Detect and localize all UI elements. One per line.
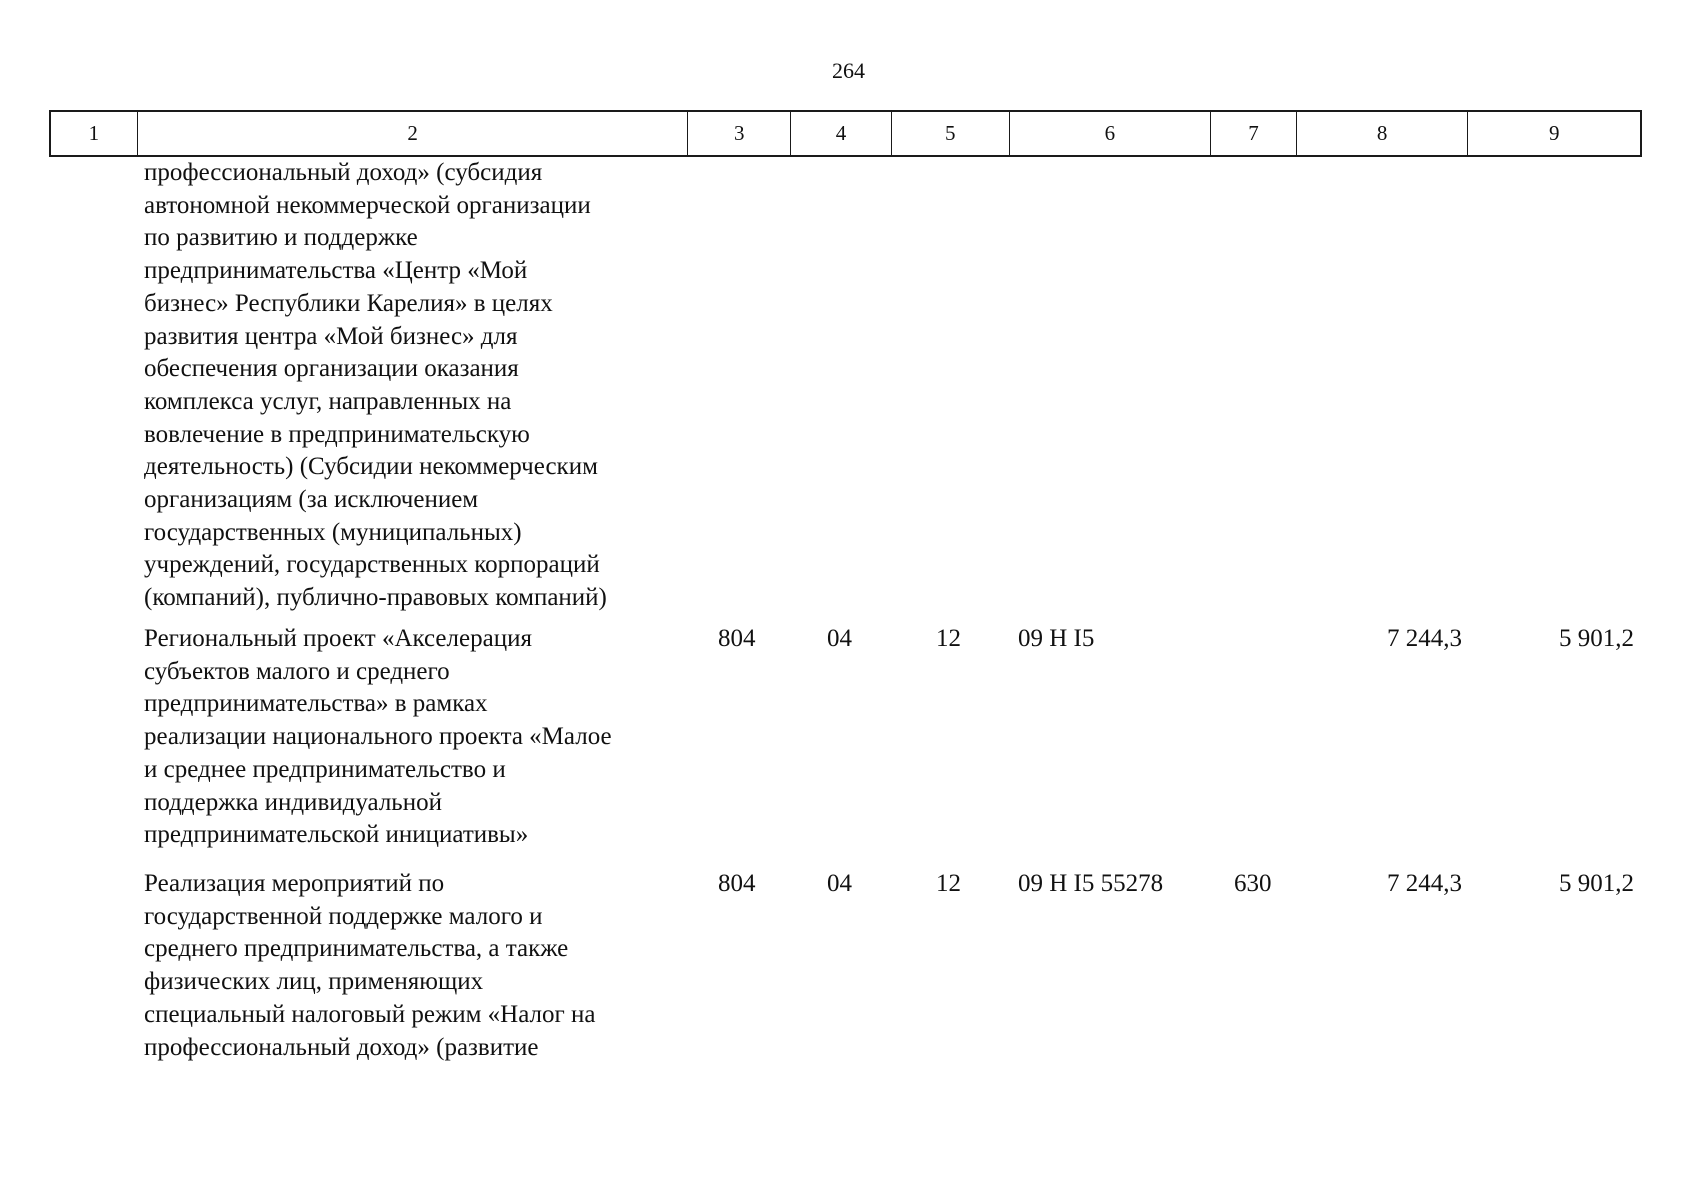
- description-line: и среднее предпринимательство и: [144, 755, 506, 783]
- ministry-code: [688, 157, 791, 623]
- amount-column-9: 5 901,2: [1559, 625, 1634, 652]
- column-number-6: 6: [1010, 112, 1212, 155]
- description-line: развития центра «Мой бизнес» для: [144, 322, 518, 350]
- budget-table-body: [49, 157, 1642, 1078]
- column-number-3: 3: [688, 112, 791, 155]
- description-line: профессиональный доход» (развитие: [144, 1033, 539, 1061]
- description-line: автономной некоммерческой организации: [144, 191, 591, 219]
- section-code: [791, 157, 892, 623]
- column-number-9: 9: [1548, 121, 1560, 145]
- description-line: субъектов малого и среднего: [144, 657, 450, 685]
- description-line: среднего предпринимательства, а также: [144, 935, 569, 963]
- section-code: 04: [827, 625, 852, 652]
- description-line: Реализация мероприятий по: [144, 870, 445, 897]
- description-line: государственных (муниципальных): [144, 518, 522, 546]
- description-line: реализации национального проекта «Малое: [144, 723, 612, 751]
- subsection-code: [892, 157, 1010, 623]
- target-article-code: 09 Н I5: [1018, 625, 1095, 652]
- description-line: (компаний), публично-правовых компаний): [144, 584, 607, 612]
- table-row: [49, 623, 1642, 868]
- ministry-code: 804: [718, 625, 756, 652]
- description-line: организациям (за исключением: [144, 486, 479, 514]
- amount-column-8: 7 244,3: [1387, 870, 1462, 897]
- description-line: деятельность) (Субсидии некоммерческим: [144, 453, 598, 481]
- amount-column-8: [1298, 157, 1470, 623]
- description-line: Региональный проект «Акселерация: [144, 625, 532, 652]
- amount-column-9: 5 901,2: [1559, 870, 1634, 897]
- amount-column-9: [1470, 157, 1642, 623]
- description-line: предпринимательства» в рамках: [144, 690, 488, 718]
- column-number-2: 2: [138, 112, 689, 155]
- row-number-cell: [49, 623, 136, 868]
- expense-type-code: [1212, 623, 1298, 868]
- section-code: 04: [827, 870, 852, 897]
- description-line: государственной поддержке малого и: [144, 902, 543, 930]
- description-line: профессиональный доход» (субсидия: [144, 159, 543, 186]
- amount-column-8: 7 244,3: [1387, 625, 1462, 652]
- subsection-code: 12: [936, 625, 961, 652]
- description-line: обеспечения организации оказания: [144, 355, 519, 383]
- column-number-5: 5: [892, 112, 1010, 155]
- column-number-1: 1: [51, 112, 138, 155]
- column-number-8: 8: [1297, 112, 1469, 155]
- description-line: физических лиц, применяющих: [144, 968, 484, 996]
- column-number-4: 4: [791, 112, 892, 155]
- table-row: [49, 157, 1642, 623]
- description-line: поддержка индивидуальной: [144, 788, 442, 816]
- description-line: предпринимательства «Центр «Мой: [144, 257, 528, 285]
- table-column-numbers-header: [49, 110, 1642, 157]
- row-number-cell: [49, 868, 136, 1078]
- description-line: вовлечение в предпринимательскую: [144, 420, 530, 448]
- column-number-7: 7: [1211, 112, 1297, 155]
- row-description: [136, 157, 688, 623]
- description-line: бизнес» Республики Карелия» в целях: [144, 289, 553, 317]
- description-line: комплекса услуг, направленных на: [144, 387, 512, 415]
- description-line: предпринимательской инициативы»: [144, 821, 529, 849]
- ministry-code: 804: [718, 870, 756, 897]
- expense-type-code: [1212, 157, 1298, 623]
- target-article-code: [1010, 157, 1212, 623]
- row-description: [136, 868, 688, 1078]
- page-number: 264: [832, 58, 865, 83]
- description-line: учреждений, государственных корпораций: [144, 551, 600, 579]
- subsection-code: 12: [936, 870, 961, 897]
- description-line: специальный налоговый режим «Налог на: [144, 1000, 596, 1028]
- table-row: [49, 868, 1642, 1078]
- row-description: [136, 623, 688, 868]
- description-line: по развитию и поддержке: [144, 224, 418, 252]
- target-article-code: 09 Н I5 55278: [1018, 870, 1164, 897]
- expense-type-code: 630: [1234, 870, 1272, 897]
- row-number-cell: [49, 157, 136, 623]
